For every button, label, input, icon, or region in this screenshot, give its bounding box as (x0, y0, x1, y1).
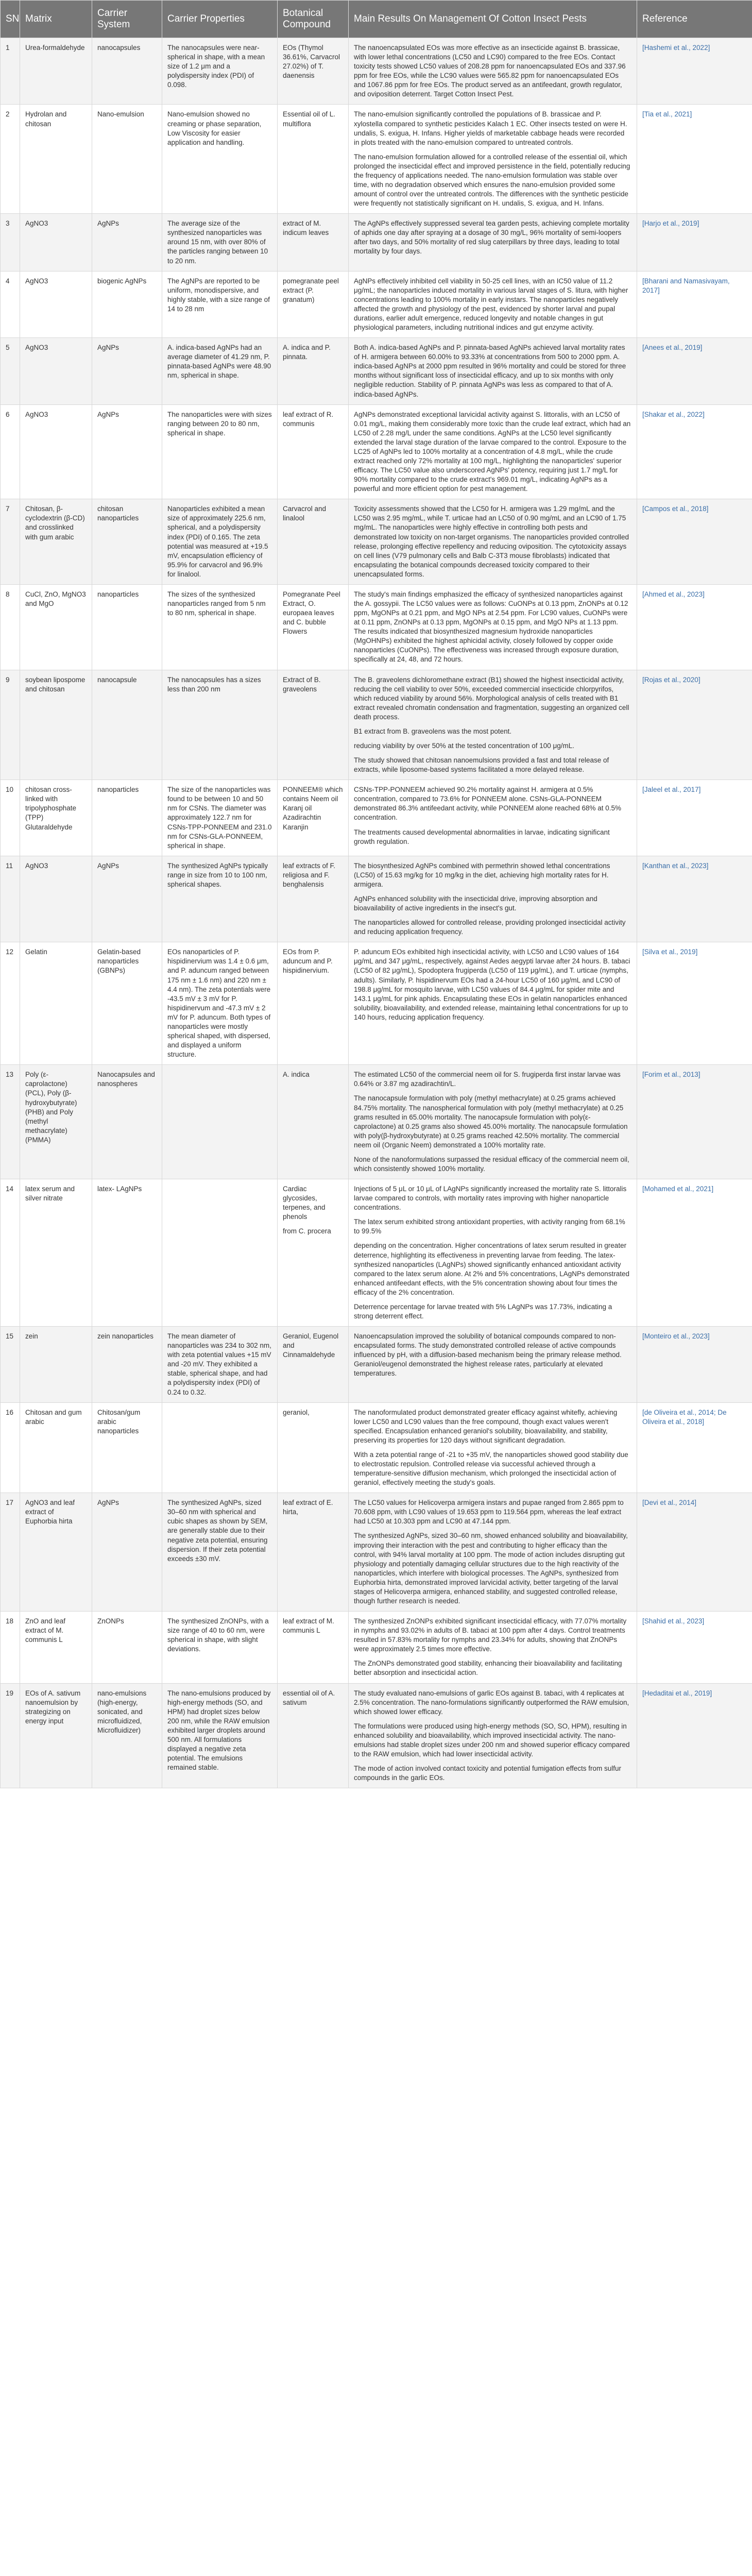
cell-matrix: Chitosan, β-cyclodextrin (β-CD) and crosslinked with gum arabic (20, 499, 92, 585)
table-row (1, 856, 752, 942)
table-row (1, 271, 752, 337)
cell-sn: 18 (1, 1612, 20, 1683)
cell-compound: A. indica (278, 1065, 349, 1179)
cell-results (349, 105, 637, 214)
result-paragraph: Nanoencapsulation improved the solubility of botanical compounds compared to non-encapsulated forms. The study demonstrated controlled release of active compounds influenced by pH, with a diffusion-based mechanism being the primary release method. Geraniol/eugenol demonstrated the highest release rates, particularly at elevated temperatures. (354, 1332, 622, 1378)
result-paragraph: AgNPs effectively inhibited cell viability in 50-25 cell lines, with an IC50 value of 11.2 μg/mL; the nanoparticles induced mortality in various larval stages of S. litura, with higher concentrations leading to 100% mortality in early instars. The nanoparticles negatively affected the growth and physiology of the pest, evidenced by shorter larval and pupal durations, earlier adult emergence, reduced longevity and notable changes in gut physiological parameters, including nutritional indices and gut enzyme activity. (354, 277, 628, 332)
cell-sn: 4 (1, 271, 20, 337)
cell-properties: The AgNPs are reported to be uniform, monodispersive, and highly stable, with a size range of 14 to 28 nm (162, 271, 278, 337)
reference-link[interactable]: [Mohamed et al., 2021] (642, 1185, 714, 1193)
cell-compound: leaf extracts of F. religiosa and F. benghalensis (278, 856, 349, 942)
cell-sn: 8 (1, 584, 20, 670)
cell-reference (637, 1327, 752, 1403)
cell-sn: 17 (1, 1493, 20, 1612)
result-paragraph: The nanoencapsulated EOs was more effective as an insecticide against B. brassicae, with lower lethal concentrations (LC50 and LC90) compared to the free EOs. Contact toxicity tests showed LC50 values of 208.28 ppm for nanoencapsulated EOs and 337.96 ppm for free EOs, while the LC90 values were 565.82 ppm for nanoencapsulated EOs and 1067.86 ppm for free EOs. The product served as an antifeedant, growth regulator, and oviposition deterrent. Target Cotton Insect Pest. (354, 44, 626, 98)
cell-properties: The nanocapsules has a sizes less than 200 nm (162, 670, 278, 780)
cell-carrier: zein nanoparticles (92, 1327, 162, 1403)
cell-properties: EOs nanoparticles of P. hispidinervium was 1.4 ± 0.6 μm, and P. aduncum ranged between 175 nm ± 1.6 nm) and 220 nm ± 4.4 nm). The zeta potentials were -43.5 mV ± 3 mV for P. hispidinervum and -47.3 mV ± 2 mV for P. aduncum. Both types of nanoparticles were mostly spherical shaped, with dispersed, and displayed a uniform structure. (162, 942, 278, 1065)
cell-reference (637, 271, 752, 337)
cell-carrier: Nano-emulsion (92, 105, 162, 214)
cell-properties: The synthesized AgNPs, sized 30–60 nm with spherical and cubic shapes as shown by SEM, are generally stable due to their negative zeta potential, ensuring dispersion. If their zeta potential exceeds ±30 mV. (162, 1493, 278, 1612)
reference-link[interactable]: [Kanthan et al., 2023] (642, 861, 709, 870)
cell-matrix: ZnO and leaf extract of M. communis L (20, 1612, 92, 1683)
cell-carrier: nanoparticles (92, 780, 162, 856)
cell-sn: 2 (1, 105, 20, 214)
cell-sn: 5 (1, 338, 20, 404)
cell-reference (637, 1065, 752, 1179)
column-header: Reference (637, 1, 752, 38)
cell-reference (637, 942, 752, 1065)
cell-carrier: latex- LAgNPs (92, 1179, 162, 1327)
result-paragraph: Deterrence percentage for larvae treated with 5% LAgNPs was 17.73%, indicating a strong deterrent effect. (354, 1302, 612, 1320)
cell-sn: 1 (1, 38, 20, 105)
result-paragraph: The treatments caused developmental abnormalities in larvae, indicating significant growth regulation. (354, 828, 610, 845)
result-paragraph: With a zeta potential range of -21 to +35 mV, the nanoparticles showed good stability due to electrostatic repulsion. Controlled release via successful achieved through a temperature-sensitive diffusion mechanism, which prolonged the insecticidal action of geraniol, effectively meeting the study's goals. (354, 1450, 628, 1487)
cell-sn: 6 (1, 404, 20, 499)
result-paragraph: The study evaluated nano-emulsions of garlic EOs against B. tabaci, with 4 replicates at 2.5% concentration. The nano-formulations significantly outperformed the RAW emulsion, which showed lower efficacy. (354, 1689, 629, 1716)
result-paragraph: None of the nanoformulations surpassed the residual efficacy of the commercial neem oil, which consistently showed 100% mortality. (354, 1155, 629, 1173)
result-paragraph: The estimated LC50 of the commercial neem oil for S. frugiperda first instar larvae was 0.64% or 3.87 mg azadirachtin/L. (354, 1071, 621, 1088)
reference-link[interactable]: [Campos et al., 2018] (642, 505, 709, 513)
table-row (1, 584, 752, 670)
table-row (1, 338, 752, 404)
cell-matrix: Urea-formaldehyde (20, 38, 92, 105)
column-header: Matrix (20, 1, 92, 38)
cell-results (349, 271, 637, 337)
reference-link[interactable]: [Bharani and Namasivayam, 2017] (642, 277, 730, 294)
cell-compound: Cardiac glycosides, terpenes, and phenols from C. procera (278, 1179, 349, 1327)
cell-results (349, 1327, 637, 1403)
cell-reference (637, 105, 752, 214)
cell-carrier: nanoparticles (92, 584, 162, 670)
reference-link[interactable]: [Tia et al., 2021] (642, 110, 692, 118)
cell-results (349, 338, 637, 404)
result-paragraph: P. aduncum EOs exhibited high insecticidal activity, with LC50 and LC90 values of 164 μg/mL and 347 μg/mL, respectively, against Aedes aegypti larvae after 24 hours. B. tabaci (LC50 of 82 μg/mL), Spodoptera frugiperda (LC50 of 119 μg/mL), and T. urticae (nymphs, adults). Similarly, P. hispidinervum EOs had a 24-hour LC50 of 160 μg/mL and LC90 of 198.8 μg/mL for mosquito larvae, with LC50 values of 84.4 μg/mL for spider mite and 143.1 μg/mL for pink aphids. Encapsulating these EOs in gelatin nanoparticles enhanced solubility, bioavailability, and extended release, maintaining lethal concentrations for up to 140 hours, reducing application frequency. (354, 948, 630, 1021)
reference-link[interactable]: [Ahmed et al., 2023] (642, 590, 705, 598)
result-paragraph: Both A. indica-based AgNPs and P. pinnata-based AgNPs achieved larval mortality rates of H. armigera between 60.00% to 93.33% at concentrations from 500 to 2000 ppm. A. indica-based AgNPs at 2000 ppm resulted in 96% mortality and could be stored for three months without significant loss of insecticidal efficacy, and up to six months with only negligible reduction. Stability of P. pinnata AgNPs was less as compared to that of A. indica-based AgNPs. (354, 344, 626, 398)
column-header: Carrier Properties (162, 1, 278, 38)
cell-carrier: AgNPs (92, 856, 162, 942)
cell-properties: Nanoparticles exhibited a mean size of approximately 225.6 nm, spherical, and a polydispersity index (PDI) of 0.165. The zeta potential was measured at +19.5 mV, encapsulation efficiency of 95.9% for carvacrol and 96.9% for linalool. (162, 499, 278, 585)
cell-matrix: latex serum and silver nitrate (20, 1179, 92, 1327)
cell-reference (637, 1683, 752, 1788)
result-paragraph: The nano-emulsion significantly controlled the populations of B. brassicae and P. xylostella compared to synthetic pesticides Kalach 1 EC. Other insects tested on were H. undalis, S. exigua, H. Infans. Higher yields of marketable cabbage heads were recorded in plots treated with the nano-emulsion compared to untreated controls. (354, 110, 627, 146)
cell-carrier: biogenic AgNPs (92, 271, 162, 337)
cell-matrix: AgNO3 (20, 856, 92, 942)
result-paragraph: The synthesized AgNPs, sized 30–60 nm, showed enhanced solubility and bioavailability, improving their interaction with the pest and contributing to higher efficacy than the control, with 94% larval mortality at 100 ppm. The mode of action includes disrupting gut physiology and potentially damaging cellular structures due to the high reactivity of the nanoparticles, which interfere with biological processes. The AgNPs, synthesized from Euphorbia hirta, demonstrated improved larvicidal activity, better targeting of the larval stages of Helicoverpa armigera, enhanced stability, and suggested controlled release, though further research is needed. (354, 1532, 628, 1605)
cell-compound: leaf extract of E. hirta, (278, 1493, 349, 1612)
cell-sn: 11 (1, 856, 20, 942)
cell-matrix: Poly (ε-caprolactone) (PCL), Poly (β-hydroxybutyrate) (PHB) and Poly (methyl methacrylate) (PMMA) (20, 1065, 92, 1179)
cell-results (349, 499, 637, 585)
cell-results (349, 214, 637, 271)
cell-compound: Essential oil of L. multiflora (278, 105, 349, 214)
cell-sn: 15 (1, 1327, 20, 1403)
cell-reference (637, 1493, 752, 1612)
cell-properties: The average size of the synthesized nanoparticles was around 15 nm, with over 80% of the particles ranging between 10 to 20 nm. (162, 214, 278, 271)
cell-compound: Geraniol, Eugenol and Cinnamaldehyde (278, 1327, 349, 1403)
reference-link[interactable]: [Rojas et al., 2020] (642, 675, 700, 684)
cell-sn: 3 (1, 214, 20, 271)
column-header: Main Results On Management Of Cotton Insect Pests (349, 1, 637, 38)
cell-sn: 19 (1, 1683, 20, 1788)
reference-link[interactable]: [Jaleel et al., 2017] (642, 786, 701, 794)
table-row (1, 1402, 752, 1493)
cell-sn: 16 (1, 1402, 20, 1493)
cell-results (349, 1612, 637, 1683)
cell-compound: geraniol, (278, 1402, 349, 1493)
cell-properties: A. indica-based AgNPs had an average diameter of 41.29 nm, P. pinnata-based AgNPs were 48.90 nm, spherical in shape. (162, 338, 278, 404)
cell-matrix: AgNO3 (20, 404, 92, 499)
cell-results (349, 38, 637, 105)
table-row (1, 1327, 752, 1403)
table-row (1, 942, 752, 1065)
cell-properties: Nano-emulsion showed no creaming or phase separation, Low Viscosity for easier application and handling. (162, 105, 278, 214)
table-row (1, 404, 752, 499)
cell-results (349, 1683, 637, 1788)
table-row (1, 1493, 752, 1612)
cell-reference (637, 214, 752, 271)
cell-compound: essential oil of A. sativum (278, 1683, 349, 1788)
result-paragraph: CSNs-TPP-PONNEEM achieved 90.2% mortality against H. armigera at 0.5% concentration, compared to 73.6% for PONNEEM alone. CSNs-GLA-PONNEEM demonstrated 86.3% antifeedant activity, while PONNEEM alone reached 68% at 0.5% concentration. (354, 786, 622, 822)
cell-properties: The nanoparticles were with sizes ranging between 20 to 80 nm, spherical in shape. (162, 404, 278, 499)
cell-compound: leaf extract of M. communis L (278, 1612, 349, 1683)
reference-link[interactable]: [Hashemi et al., 2022] (642, 44, 710, 52)
reference-link[interactable]: [Shakar et al., 2022] (642, 410, 705, 418)
cell-properties: The size of the nanoparticles was found to be between 10 and 50 nm for CSNs. The diameter was approximately 122.7 nm for CSNs-TPP-PONNEEM and 231.0 nm for CSNs-GLA-PONNEEM, spherical in shape. (162, 780, 278, 856)
reference-link[interactable]: [Forim et al., 2013] (642, 1071, 700, 1079)
cell-compound: Carvacrol and linalool (278, 499, 349, 585)
table-row (1, 780, 752, 856)
cell-reference (637, 404, 752, 499)
cell-compound: PONNEEM® which contains Neem oil Karanj oil Azadirachtin Karanjin (278, 780, 349, 856)
result-paragraph: The study showed that chitosan nanoemulsions provided a fast and total release of extracts, while liposome-based systems facilitated a more delayed release. (354, 756, 609, 774)
cell-matrix: CuCl, ZnO, MgNO3 and MgO (20, 584, 92, 670)
cell-compound: Extract of B. graveolens (278, 670, 349, 780)
cell-results (349, 780, 637, 856)
cell-carrier: AgNPs (92, 214, 162, 271)
table-row (1, 214, 752, 271)
cell-sn: 9 (1, 670, 20, 780)
cell-carrier: chitosan nanoparticles (92, 499, 162, 585)
cell-matrix: soybean lipospome and chitosan (20, 670, 92, 780)
reference-link[interactable]: [Harjo et al., 2019] (642, 219, 699, 228)
cell-carrier: nanocapsules (92, 38, 162, 105)
cell-reference (637, 1179, 752, 1327)
cell-results (349, 584, 637, 670)
cell-carrier: AgNPs (92, 338, 162, 404)
cell-compound: pomegranate peel extract (P. granatum) (278, 271, 349, 337)
cell-matrix: AgNO3 (20, 214, 92, 271)
cell-sn: 7 (1, 499, 20, 585)
cell-sn: 13 (1, 1065, 20, 1179)
result-paragraph: The study's main findings emphasized the efficacy of synthesized nanoparticles against the A. gossypii. The LC50 values were as follows: CuONPs at 0.13 ppm, ZnONPs at 0.12 ppm, MgONPs at 0.21 ppm, and MgO NPs at 2.54 ppm. For LC90 values, CuONPs were at 0.11 ppm, ZnONPs at 0.13 ppm, MgONPs at 0.15 ppm, and MgO NPs at 1.13 ppm. The results indicated that biosynthesized magnesium hydroxide nanoparticles (MgOHNPs) exhibited the highest aphicidal activity, closely followed by copper oxide nanoparticles (CuONPs). The effectiveness was increased through exposure duration, specifically at 24, 48, and 72 hours. (354, 590, 628, 664)
result-paragraph: Injections of 5 μL or 10 μL of LAgNPs significantly increased the mortality rate S. littoralis larvae compared to controls, with mortality rates improving with higher nanoparticle concentrations. (354, 1185, 627, 1212)
column-header: SN (1, 1, 20, 38)
reference-link[interactable]: [Devi et al., 2014] (642, 1499, 697, 1507)
result-paragraph: The AgNPs effectively suppressed several tea garden pests, achieving complete mortality of aphids one day after spraying at a dosage of 30 mg/L, 96% mortality of semi-loopers after two days, and 50% mortality of red slug caterpillars by three days, leading to total mortality by four days. (354, 219, 629, 256)
cell-carrier: AgNPs (92, 404, 162, 499)
cell-properties: The nanocapsules were near-spherical in shape, with a mean size of 1.2 μm and a polydispersity index (PDI) of 0.098. (162, 38, 278, 105)
cell-matrix: Gelatin (20, 942, 92, 1065)
cell-compound: extract of M. indicum leaves (278, 214, 349, 271)
reference-link[interactable]: [Anees et al., 2019] (642, 344, 703, 352)
cell-compound: EOs from P. aduncum and P. hispidinervium. (278, 942, 349, 1065)
reference-link[interactable]: [Shahid et al., 2023] (642, 1617, 705, 1625)
cell-results (349, 1065, 637, 1179)
table-row (1, 1683, 752, 1788)
result-paragraph: The formulations were produced using high-energy methods (SO, SO, HPM), resulting in enhanced solubility and bioavailability, which improved insecticidal activity. The nano-emulsions had stable droplet sizes under 200 nm and showed superior efficacy compared to the RAW emulsion, which had lower insecticidal activity. (354, 1722, 630, 1758)
cell-properties (162, 1065, 278, 1179)
result-paragraph: The LC50 values for Helicoverpa armigera instars and pupae ranged from 2.865 ppm to 70.608 ppm, with LC90 values of 19.653 ppm to 119.564 ppm, whereas the leaf extract had LC50 at 10.303 ppm and LC90 at 47.144 ppm. (354, 1499, 624, 1526)
cell-results (349, 1402, 637, 1493)
table-row (1, 38, 752, 105)
result-paragraph: AgNPs enhanced solubility with the insecticidal drive, improving absorption and bioavailability of active ingredients in the insect's gut. (354, 895, 597, 912)
table-row (1, 1179, 752, 1327)
result-paragraph: The synthesized ZnONPs exhibited significant insecticidal efficacy, with 77.07% mortality in nymphs and 93.02% in adults of B. tabaci at 100 ppm after 4 days. Control treatments resulted in 57.83% mortality for nymphs and 23.34% for adults, showing that ZnONPs were approximately 2.5 times more effective. (354, 1617, 627, 1653)
result-paragraph: The nanoparticles allowed for controlled release, providing prolonged insecticidal activity and reducing application frequency. (354, 919, 626, 936)
cell-matrix: EOs of A. sativum nanoemulsion by strategizing on energy input (20, 1683, 92, 1788)
table-header-row (1, 1, 752, 38)
cell-matrix: chitosan cross-linked with tripolyphosphate (TPP) Glutaraldehyde (20, 780, 92, 856)
cell-reference (637, 670, 752, 780)
cell-sn: 12 (1, 942, 20, 1065)
result-paragraph: Toxicity assessments showed that the LC50 for H. armigera was 1.29 mg/mL and the LC50 was 2.95 mg/mL, while T. urticae had an LC50 of 0.90 mg/mL and an LC90 of 1.75 mg/mL. The nanoparticles were highly effective in controlling both pests and demonstrated low toxicity on non-target organisms. The nanoparticles provided controlled release, prolonging effective repellency and reducing oviposition. The cytotoxicity assays on cell lines (V79 pulmonary cells and Balb C-3T3 mouse fibroblasts) indicated that encapsulating the botanical compounds decreased toxicity compared to their unencapsulated forms. (354, 505, 629, 578)
cell-matrix: AgNO3 (20, 271, 92, 337)
cell-properties: The nano-emulsions produced by high-energy methods (SO, and HPM) had droplet sizes below 200 nm, while the RAW emulsion exhibited larger droplets around 500 nm. All formulations displayed a negative zeta potential. The emulsions remained stable. (162, 1683, 278, 1788)
column-header: Botanical Compound (278, 1, 349, 38)
cell-reference (637, 1612, 752, 1683)
table-row (1, 1065, 752, 1179)
cell-reference (637, 1402, 752, 1493)
cell-results (349, 856, 637, 942)
cell-results (349, 670, 637, 780)
table-row (1, 499, 752, 585)
column-header: Carrier System (92, 1, 162, 38)
cell-results (349, 1179, 637, 1327)
reference-link[interactable]: [Silva et al., 2019] (642, 948, 698, 956)
result-paragraph: B1 extract from B. graveolens was the most potent. (354, 727, 512, 735)
cell-carrier: nanocapsule (92, 670, 162, 780)
result-paragraph: The nanocapsule formulation with poly (methyl methacrylate) at 0.25 grams achieved 84.75% mortality. The nanospherical formulation with poly (methyl methacrylate) at 0.25 grams resulted in 65.00% mortality. The nanocapsule formulation with poly(ε-caprolactone) at 0.25 grams also showed 45.00% mortality. The nanocapsule formulation with poly(β-hydroxybutyrate) at 0.25 grams reached 42.50% mortality. The commercial neem oil (Organic Neem) demonstrated a 100% mortality rate. (354, 1094, 628, 1149)
cell-carrier: AgNPs (92, 1493, 162, 1612)
cell-reference (637, 499, 752, 585)
cell-compound: A. indica and P. pinnata. (278, 338, 349, 404)
result-paragraph: The B. graveolens dichloromethane extract (B1) showed the highest insecticidal activity, reducing the cell viability to over 50%, exceeded commercial insecticide chlorpyrifos, which reduced viability by around 56%. Morphological analysis of cells treated with B1 extract revealed chromatin condensation and fragmentation, suggesting an organized cell death process. (354, 675, 629, 721)
result-paragraph: reducing viability by over 50% at the tested concentration of 100 μg/mL. (354, 742, 575, 750)
table-row (1, 105, 752, 214)
cell-reference (637, 338, 752, 404)
cell-results (349, 404, 637, 499)
cell-carrier: ZnONPs (92, 1612, 162, 1683)
cell-carrier: nano-emulsions (high-energy, sonicated, and microfluidized, Microfluidizer) (92, 1683, 162, 1788)
result-paragraph: The biosynthesized AgNPs combined with permethrin showed lethal concentrations (LC50) of 15.63 mg/kg for 10 mg/kg in the diet, achieving high mortality rates for H. armigera. (354, 861, 610, 888)
cell-matrix: Chitosan and gum arabic (20, 1402, 92, 1493)
cell-reference (637, 38, 752, 105)
cell-properties (162, 1179, 278, 1327)
cell-matrix: AgNO3 and leaf extract of Euphorbia hirta (20, 1493, 92, 1612)
cell-sn: 10 (1, 780, 20, 856)
result-paragraph: The latex serum exhibited strong antioxidant properties, with activity ranging from 68.1% to 99.5% (354, 1218, 625, 1235)
table-row (1, 670, 752, 780)
cell-matrix: zein (20, 1327, 92, 1403)
cell-properties: The synthesized AgNPs typically range in size from 10 to 100 nm, spherical shapes. (162, 856, 278, 942)
reference-link[interactable]: [Monteiro et al., 2023] (642, 1332, 710, 1341)
result-paragraph: The nano-emulsion formulation allowed for a controlled release of the essential oil, which prolonged the insecticidal effect and improved persistence in the field, potentially reducing the frequency of applications needed. The nano-emulsion formulation was stable over time, with no degradation observed which ensures the nano-emulsion provided some amount of control over the untreated controls. The differences with the synthetic pesticide were frequently not statistically significant on H. undalis, S. exigua, and H. Infans. (354, 152, 630, 208)
cell-matrix: AgNO3 (20, 338, 92, 404)
cell-properties (162, 1402, 278, 1493)
reference-link[interactable]: [de Oliveira et al., 2014; De Oliveira et al., 2018] (642, 1408, 727, 1426)
cell-results (349, 942, 637, 1065)
result-paragraph: AgNPs demonstrated exceptional larvicidal activity against S. littoralis, with an LC50 of 0.01 mg/L, making them considerably more toxic than the crude leaf extract, which had an LC50 of 2.28 mg/L under the same conditions. AgNPs at the LC50 level significantly extended the larval stage duration of the larvae compared to the control. Exposure to the LC25 of AgNPs led to 100% mortality at a concentration of 4.8 mg/L, while the crude extract reached only 72% mortality at 100 mg/L, highlighting the nanoparticles' superior efficacy. The LC50 value also underscored AgNPs' potency, requiring just 1.7 mg/L for 90% mortality compared to the crude extract's 969.01 mg/L, indicating AgNPs as a powerful and more efficient option for pest management. (354, 410, 631, 493)
cell-compound: EOs (Thymol 36.61%, Carvacrol 27.02%) of T. daenensis (278, 38, 349, 105)
reference-link[interactable]: [Hedaditai et al., 2019] (642, 1689, 712, 1697)
cell-carrier: Chitosan/gum arabic nanoparticles (92, 1402, 162, 1493)
cell-properties: The mean diameter of nanoparticles was 234 to 302 nm, with zeta potential values +15 mV and -20 mV. They exhibited a stable, spherical shape, and had a polydispersity index (PDI) of 0.24 to 0.32. (162, 1327, 278, 1403)
table-row (1, 1612, 752, 1683)
cell-properties: The synthesized ZnONPs, with a size range of 40 to 60 nm, were spherical in shape, with slight deviations. (162, 1612, 278, 1683)
cell-carrier: Gelatin-based nanoparticles (GBNPs) (92, 942, 162, 1065)
result-paragraph: The mode of action involved contact toxicity and potential fumigation effects from sulfur compounds in the garlic EOs. (354, 1765, 622, 1782)
result-paragraph: depending on the concentration. Higher concentrations of latex serum resulted in greater deterrence, highlighting its effectiveness in preventing larvae from feeding. The latex-synthesized nanoparticles (LAgNPs) showed significantly enhanced antioxidant activity compared to the latex serum alone. At 2% and 5% concentrations, LAgNPs demonstrated enhanced antifeedant effects, with the 5% concentration showing about four times the efficacy of the 2% concentration. (354, 1242, 630, 1296)
cell-results (349, 1493, 637, 1612)
cell-compound: Pomegranate Peel Extract, O. europaea leaves and C. bubble Flowers (278, 584, 349, 670)
result-paragraph: The nanoformulated product demonstrated greater efficacy against whitefly, achieving lower LC50 and LC90 values than the free compound, though exact values weren't specified. Encapsulation enhanced geraniol's solubility, bioavailability, and stability, preserving its properties for 120 days without significant degradation. (354, 1408, 618, 1444)
cell-properties: The sizes of the synthesized nanoparticles ranged from 5 nm to 80 nm, spherical in shape. (162, 584, 278, 670)
result-paragraph: The ZnONPs demonstrated good stability, enhancing their bioavailability and facilitating better absorption and insecticidal action. (354, 1659, 622, 1677)
cell-matrix: Hydrolan and chitosan (20, 105, 92, 214)
cell-sn: 14 (1, 1179, 20, 1327)
cell-compound: leaf extract of R. communis (278, 404, 349, 499)
cell-carrier: Nanocapsules and nanospheres (92, 1065, 162, 1179)
cell-reference (637, 584, 752, 670)
cell-reference (637, 780, 752, 856)
cell-reference (637, 856, 752, 942)
table-body (1, 38, 752, 1788)
